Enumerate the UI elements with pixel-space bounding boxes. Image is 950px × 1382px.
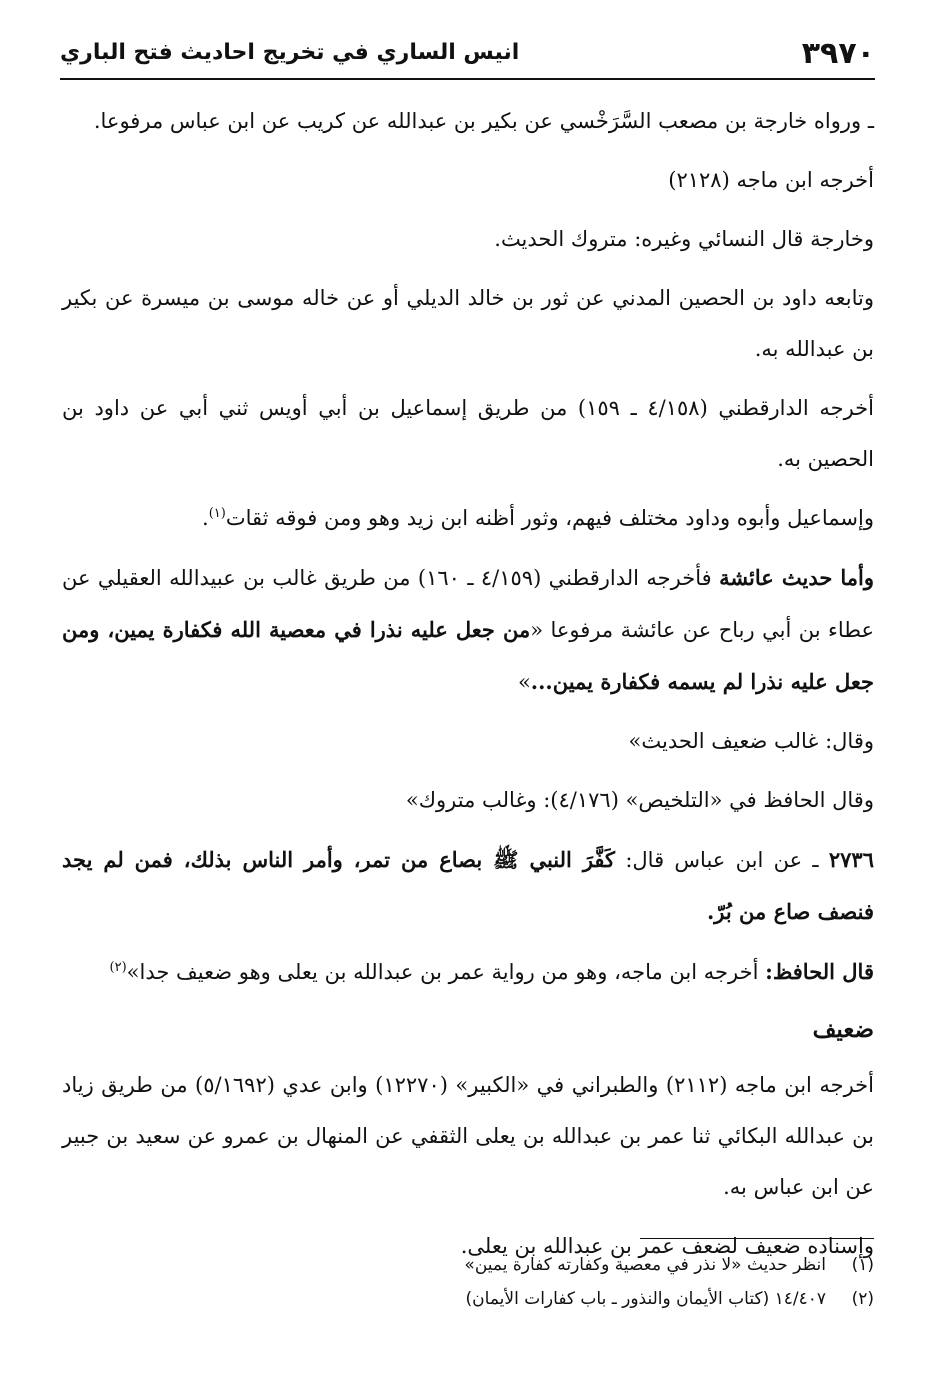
- footnote-text: ١٤/٤٠٧ (كتاب الأيمان والنذور ـ باب كفارات الأيمان): [465, 1289, 826, 1309]
- isnad-paragraph: وإسناده ضعيف لضعف عمر بن عبدالله بن يعلى.: [460, 1234, 874, 1258]
- footnote-ref: (٢): [109, 960, 127, 975]
- footnote: [62, 1248, 874, 1282]
- paragraph-text: وإسماعيل وأبوه وداود مختلف فيهم، وثور أظنه ابن زيد وهو ومن فوقه ثقات: [225, 506, 874, 530]
- footnote-divider: [640, 1238, 874, 1239]
- paragraph: وقال الحافظ في «التلخيص» (٤/١٧٦): وغالب متروك»: [405, 788, 874, 812]
- aisha-lead: وأما حديث عائشة: [719, 565, 874, 590]
- footnotes: [62, 1248, 874, 1316]
- paragraph: [62, 493, 874, 544]
- page-body: [62, 96, 874, 1280]
- hadith-text: كَفَّرَ النبي ﷺ بصاع من تمر، وأمر الناس بذلك، فمن لم يجد فنصف صاع من بُرّ.: [62, 847, 874, 924]
- hafiz-label: قال الحافظ:: [765, 959, 874, 984]
- hadith-paragraph: [62, 834, 874, 938]
- punctuation: .: [202, 506, 209, 530]
- hafiz-note: [62, 946, 874, 998]
- paragraph: وقال: غالب ضعيف الحديث»: [628, 729, 874, 753]
- footnote-ref: (١): [208, 506, 226, 521]
- hadith-intro: ـ عن ابن عباس قال:: [615, 848, 829, 872]
- aisha-close: »: [517, 670, 531, 694]
- page-header: [60, 32, 875, 80]
- page-number: ٣٩٧٠: [801, 36, 875, 71]
- running-title: انيس الساري في تخريج احاديث فتح الباري: [60, 40, 520, 65]
- hadith-number: ٢٧٣٦: [828, 847, 874, 872]
- paragraph: وتابعه داود بن الحصين المدني عن ثور بن خالد الديلي أو عن خاله موسى بن ميسرة عن بكير بن عبدالله به.: [62, 286, 874, 361]
- footnote-number: (١): [851, 1255, 874, 1275]
- paragraph: أخرجه ابن ماجه (٢١٢٨): [668, 168, 874, 192]
- aisha-mid: فأخرجه الدارقطني (٤/١٥٩ ـ ١٦٠) من طريق غالب بن عبيدالله العقيلي عن عطاء بن أبي رباح عن عائشة مرفوعا «: [62, 566, 875, 642]
- paragraph: ـ ورواه خارجة بن مصعب السَّرَخْسي عن بكير بن عبدالله عن كريب عن ابن عباس مرفوعا.: [93, 109, 874, 133]
- takhrij-paragraph: أخرجه ابن ماجه (٢١١٢) والطبراني في «الكبير» (١٢٢٧٠) وابن عدي (٥/١٦٩٢) من طريق زياد بن عبدالله البكائي ثنا عمر بن عبدالله بن يعلى الثقفي عن المنهال بن عمرو عن سعيد بن جبير عن ابن عباس به.: [62, 1073, 874, 1199]
- aisha-paragraph: [62, 552, 874, 708]
- paragraph: وخارجة قال النسائي وغيره: متروك الحديث.: [494, 227, 874, 251]
- footnote: [62, 1282, 874, 1316]
- footnote-number: (٢): [851, 1289, 874, 1309]
- footnote-text: انظر حديث «لا نذر في معصية وكفارته كفارة يمين»: [464, 1255, 826, 1275]
- aisha-quote: من جعل عليه نذرا في معصية الله فكفارة يمين، ومن جعل عليه نذرا لم يسمه فكفارة يمين...: [62, 617, 874, 694]
- grade-heading: ضعيف: [812, 1016, 874, 1043]
- paragraph: أخرجه الدارقطني (٤/١٥٨ ـ ١٥٩) من طريق إسماعيل بن أبي أويس ثني أبي عن داود بن الحصين به.: [62, 396, 874, 471]
- hafiz-text: أخرجه ابن ماجه، وهو من رواية عمر بن عبدالله بن يعلى وهو ضعيف جدا»: [126, 960, 766, 984]
